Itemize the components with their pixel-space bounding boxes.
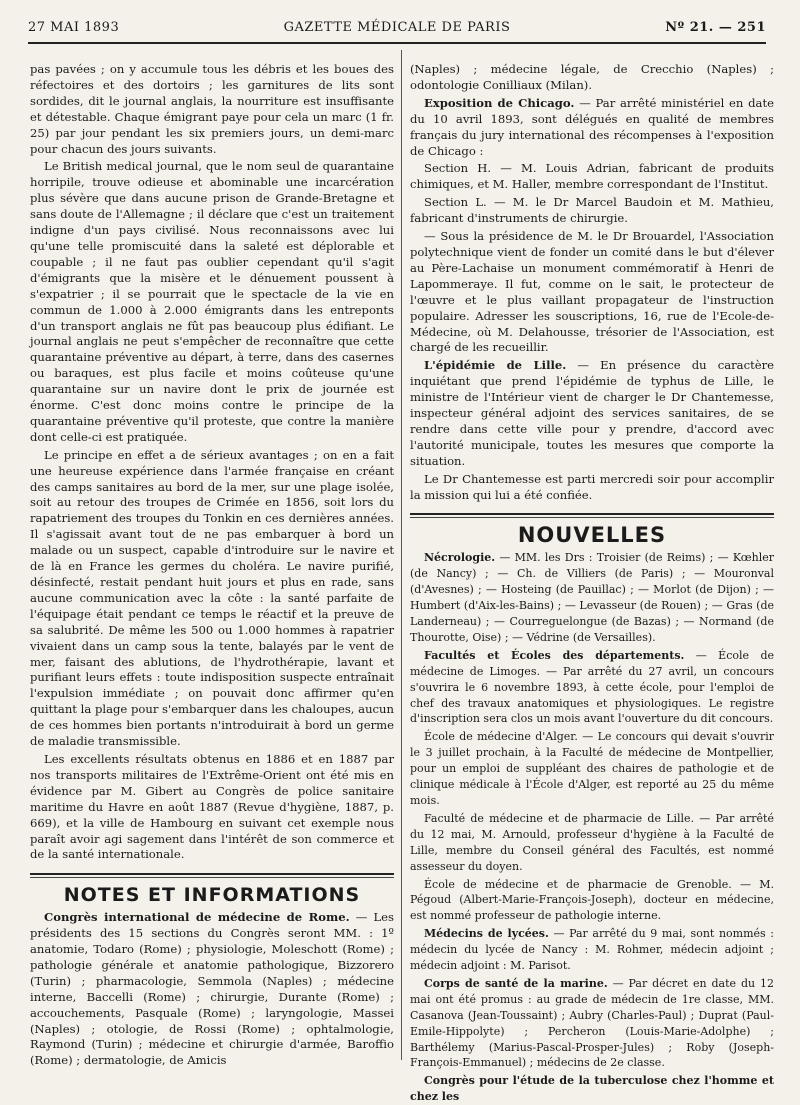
news-item-lead: Nécrologie.	[424, 551, 496, 565]
news-item	[410, 550, 774, 645]
header-page-number: Nº 21. — 251	[665, 20, 766, 35]
article-paragraph: Section L. — M. le Dr Marcel Baudoin et M. Mathieu, fabricant d'instruments de chirurgie.	[410, 195, 774, 226]
news-item	[410, 96, 774, 160]
section-rule	[410, 517, 774, 518]
news-item	[30, 910, 394, 1069]
article-paragraph: École de médecine et de pharmacie de Grenoble. — M. Pégoud (Albert-Marie-François-Joseph), docteur en médecine, est nommé professeur de pathologie interne.	[410, 877, 774, 923]
news-item-body: — MM. les Drs : Troisier (de Reims) ; — Kœhler (de Nancy) ; — Ch. de Villiers (de Paris) ; — Mouronval (d'Avesnes) ; — Hosteing (de Pauillac) ; — Morlot (de Dijon) ; — Humbert (d'Aix-les-Bains) ; — Levasseur (de Rouen) ; — Gras (de Landerneau) ; — Courreguelongue (de Bazas) ; — Normand (de Thourotte, Oise) ; — Védrine (de Versailles).	[410, 551, 774, 644]
section-rule	[30, 877, 394, 878]
section-rule	[410, 513, 774, 515]
article-paragraph: Les excellents résultats obtenus en 1886 et en 1887 par nos transports militaires de l'Extrême-Orient ont été mis en évidence par M. Gibert au Congrès de police sanitaire maritime du Havre en août 1887 (Revue d'hygiène, 1887, p. 669), et la ville de Hambourg en suivant cet exemple nous paraît avoir agi sagement dans l'intérêt de son commerce et de la santé internationale.	[30, 751, 394, 862]
section-title-nouvelles: NOUVELLES	[517, 523, 667, 548]
left-column	[30, 62, 394, 1068]
news-item-body: — Les présidents des 15 sections du Congrès seront MM. : 1º anatomie, Todaro (Rome) ; physiologie, Moleschott (Rome) ; pathologie générale et anatomie pathologique, Bizzorero (Turin) ; pharmacologie, Semmola (Naples) ; médecine interne, Baccelli (Rome) ; chirurgie, Durante (Rome) ; accouchements, Pasquale (Rome) ; laryngologie, Massei (Naples) ; otologie, de Rossi (Rome) ; ophtalmologie, Raymond (Turin) ; médecine et chirurgie d'armée, Baroffio (Rome) ; dermatologie, de Amicis	[30, 910, 394, 1068]
news-item-lead: L'épidémie de Lille.	[424, 358, 567, 373]
news-item-body: — En présence du caractère inquiétant que prend l'épidémie de typhus de Lille, le ministre de l'Intérieur vient de charger le Dr Chantemesse, inspecteur général adjoint des services sanitaires, de se rendre dans cette ville pour y prendre, d'accord avec l'autorité municipale, toutes les mesures que comporte la situation.	[410, 358, 775, 468]
section-rule	[30, 873, 394, 875]
article-paragraph: Faculté de médecine et de pharmacie de Lille. — Par arrêté du 12 mai, M. Arnould, professeur d'hygiène à la Faculté de Lille, membre du Conseil général des Facultés, est nommé assesseur du doyen.	[410, 811, 774, 873]
article-paragraph: Le British medical journal, que le nom seul de quarantaine horripile, trouve odieuse et abominable une incarcération plus sévère que dans aucune prison de Grande-Bretagne et sans doute de l'Allemagne ; il déclare que c'est un traitement indigne d'un pays civilisé. Nous reconnaissons avec lui qu'une telle promiscuité dans la saleté est déplorable et coupable ; il ne faut pas oublier cependant qu'il s'agit d'émigrants que la misère et le dénuement poussent à s'expatrier ; il se pourrait que le spectacle de la vie en commun de 1.000 à 2.000 émigrants dans les entreponts d'un transport anglais ne fût pas beaucoup plus édifiant. Le journal anglais ne peut s'empêcher de reconnaître que cette quarantaine préventive au départ, à terre, dans des casernes ou baraques, est plus facile et moins coûteuse qu'une quarantaine sur un navire dont le prix de journée est énorme. C'est donc moins contre le principe de la quarantaine préventive qu'il proteste, que contre la manière dont celle-ci est pratiquée.	[30, 159, 394, 444]
article-paragraph: (Naples) ; médecine légale, de Crecchio (Naples) ; odontologie Conilliaux (Milan).	[410, 62, 774, 92]
article-paragraph: Section H. — M. Louis Adrian, fabricant de produits chimiques, et M. Haller, membre correspondant de l'Institut.	[410, 161, 774, 192]
right-column	[410, 62, 775, 1104]
section-title-notes: NOTES ET INFORMATIONS	[63, 884, 361, 907]
header-rule	[28, 42, 766, 44]
header-journal-title: GAZETTE MÉDICALE DE PARIS	[283, 20, 511, 35]
news-item	[410, 648, 774, 728]
news-item	[410, 976, 774, 1071]
header-date: 27 MAI 1893	[28, 20, 120, 35]
news-item-body: — Par arrêté du 9 mai, sont nommés : médecin du lycée de Nancy : M. Rohmer, médecin adjoint ; médecin adjoint : M. Parisot.	[410, 927, 774, 973]
news-item	[410, 1073, 774, 1105]
article-paragraph: pas pavées ; on y accumule tous les débris et les boues des réfectoires et des dortoirs ; les garnitures de lits sont sordides, dit le journal anglais, la nourriture est insuffisante et détestable. Chaque émigrant paye pour cela un marc (1 fr. 25) par jour pendant les six premiers jours, un demi-marc pour chacun des jours suivants.	[30, 62, 394, 156]
article-paragraph: École de médecine d'Alger. — Le concours qui devait s'ouvrir le 3 juillet prochain, à la Faculté de médecine de Montpellier, pour un emploi de suppléant des chaires de pathologie et de clinique médicale à l'École d'Alger, est reporté au 25 du même mois.	[410, 730, 774, 807]
page-header	[28, 20, 766, 42]
news-item	[410, 926, 774, 974]
news-item-lead: Congrès pour l'étude de la tuberculose chez l'homme et chez les	[410, 1074, 774, 1104]
news-item-body: — École de médecine de Limoges. — Par arrêté du 27 avril, un concours s'ouvrira le 6 novembre 1893, à cette école, pour l'emploi de chef des travaux anatomiques et physiologiques. Le registre d'inscription sera clos un mois avant l'ouverture du dit concours.	[410, 648, 774, 726]
news-item-body: — Par arrêté ministériel en date du 10 avril 1893, sont délégués en qualité de membres français du jury international des récompenses à l'exposition de Chicago :	[410, 95, 774, 158]
news-item-lead: Congrès international de médecine de Rome.	[44, 910, 350, 925]
news-item-lead: Exposition de Chicago.	[424, 95, 575, 110]
news-item-body: — Par décret en date du 12 mai ont été promus : au grade de médecin de 1re classe, MM. Casanova (Jean-Toussaint) ; Aubry (Charles-Paul) ; Duprat (Paul-Emile-Hippolyte) ; Percheron (Louis-Marie-Adolphe) ; Barthélemy (Marius-Pascal-Prosper-Jules) ; Roby (Joseph-François-Emmanuel) ; médecins de 2e classe.	[410, 976, 774, 1070]
article-paragraph: Le Dr Chantemesse est parti mercredi soir pour accomplir la mission qui lui a été confiée.	[410, 471, 774, 502]
article-paragraph: — Sous la présidence de M. le Dr Brouardel, l'Association polytechnique vient de fonder un comité dans le but d'élever au Père-Lachaise un monument commémoratif à Henri de Lapommeraye. Il fut, comme on le sait, le protecteur de l'œuvre et le plus vaillant propagateur de l'instruction populaire. Adresser les souscriptions, 16, rue de l'Ecole-de-Médecine, où M. Delahousse, trésorier de l'Association, est chargé de les recueillir.	[410, 229, 774, 355]
news-item-lead: Facultés et Écoles des départements.	[424, 648, 685, 662]
column-divider	[401, 50, 402, 1060]
news-item-lead: Médecins de lycées.	[424, 927, 549, 941]
article-paragraph: Le principe en effet a de sérieux avantages ; on en a fait une heureuse expérience dans l'armée française en créant des camps sanitaires au bord de la mer, sur une plage isolée, soit au retour des troupes de Crimée en 1856, soit lors du rapatriement des troupes du Tonkin en ces dernières années. Il s'agissait avant tout de ne pas embarquer à bord un malade ou un suspect, capable d'introduire sur le navire et de là en France les germes du choléra. Le navire purifié, désinfecté, restait pendant huit jours et plus en rade, sans aucune communication avec la côte : la santé parfaite de l'équipage était pendant ce temps le réactif et la preuve de sa salubrité. De même les 500 ou 1.000 hommes à rapatrier vivaient dans un camp sous la tente, balayés par le vent de mer, faisant des ablutions, de l'hydrothérapie, lavant et purifiant leurs effets : toute indisposition suspecte entraînait l'expulsion immédiate ; on pouvait donc affirmer qu'en quittant la plage pour s'embarquer dans les chaloupes, aucun de ces hommes bien portants n'introduirait à bord un germe de maladie transmissible.	[30, 447, 394, 749]
news-item	[410, 358, 774, 469]
news-item-lead: Corps de santé de la marine.	[424, 976, 608, 990]
